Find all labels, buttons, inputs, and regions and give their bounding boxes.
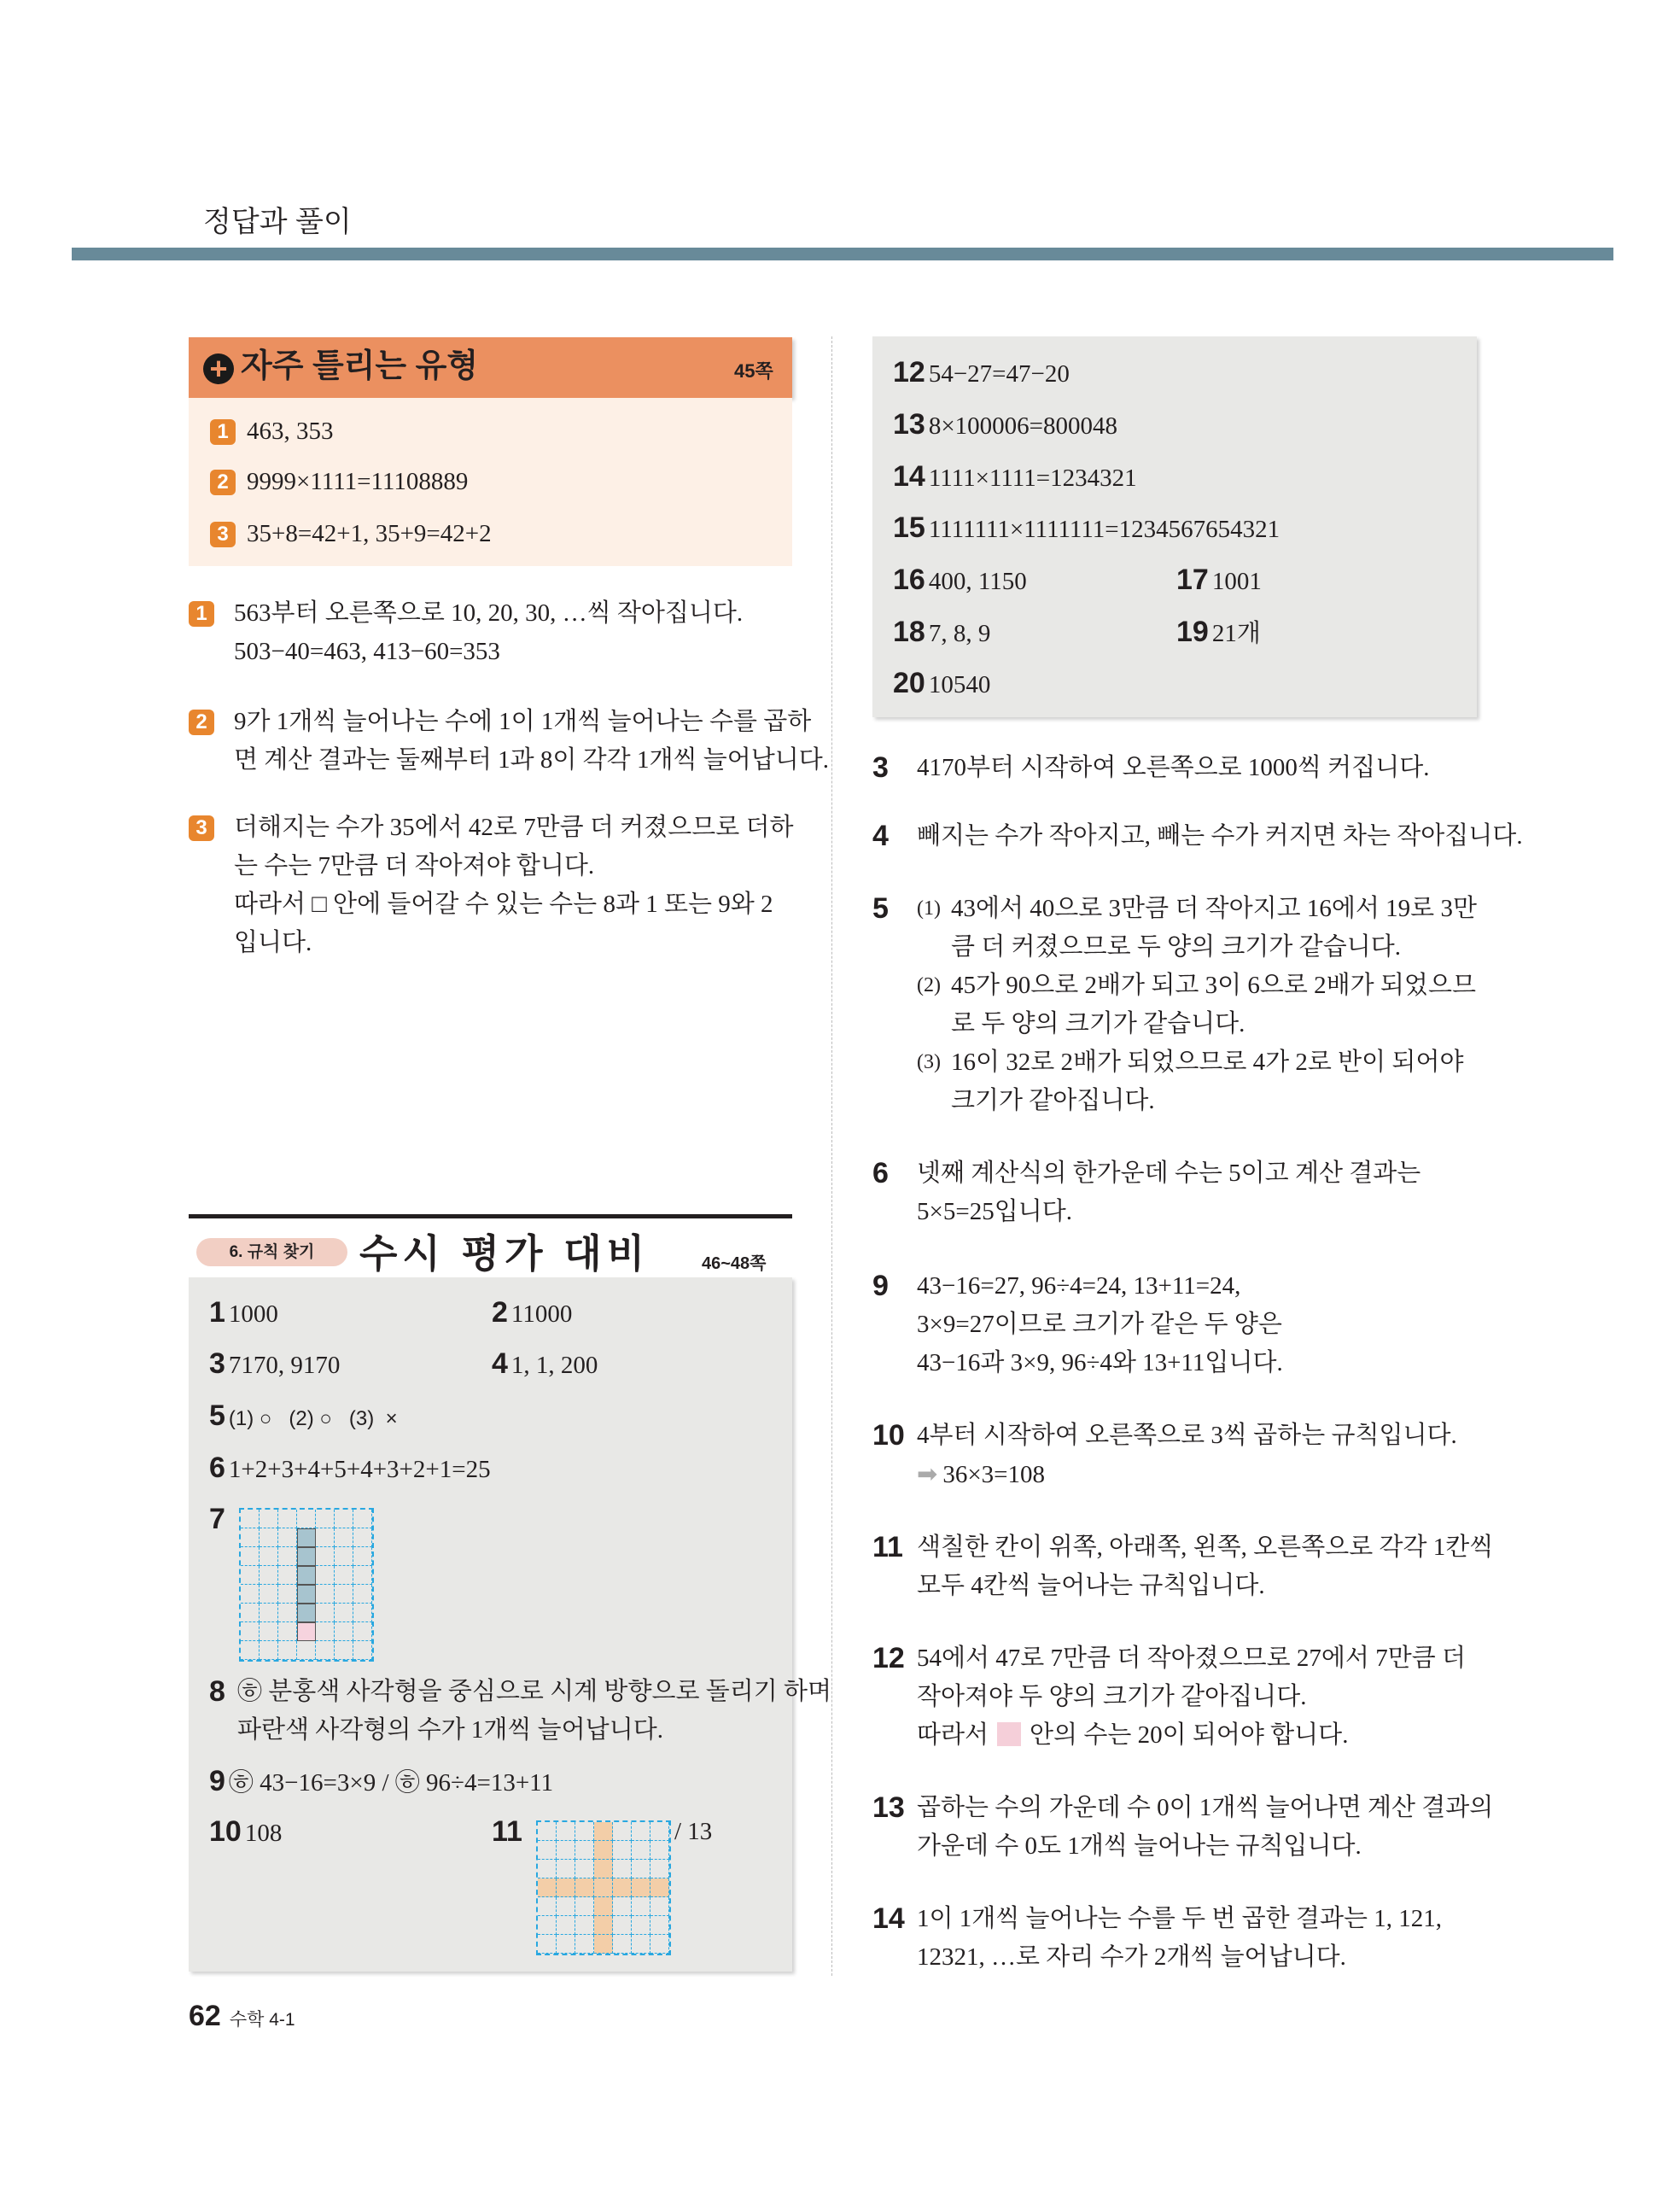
grid-cell	[260, 1641, 278, 1660]
grid-cell	[538, 1897, 557, 1916]
grid-cell	[297, 1566, 316, 1585]
grid-cell	[538, 1935, 557, 1954]
grid-cell	[594, 1878, 613, 1897]
solution-3: 4170부터 시작하여 오른쪽으로 1000씩 커집니다.	[917, 754, 1430, 781]
grid-cell	[260, 1510, 278, 1528]
mistake-answer: 9999×1111=11108889	[247, 468, 469, 495]
answer-7-number: 7	[209, 1503, 225, 1535]
column-divider	[831, 336, 832, 1976]
solution-13: 곱하는 수의 가운데 수 0이 1개씩 늘어나면 계산 결과의 가운데 수 0도 1개씩 늘어나는 규칙입니다.	[917, 1794, 1494, 1860]
solution-number: 4	[872, 820, 889, 852]
grid-cell	[353, 1622, 372, 1641]
answer-16: 16 400, 1150	[893, 564, 1027, 596]
grid-cell	[613, 1822, 632, 1841]
answer-13: 13 8×100006=800048	[893, 408, 1118, 441]
grid-cell	[557, 1935, 575, 1954]
solution-6: 넷째 계산식의 한가운데 수는 5이고 계산 결과는 5×5=25입니다.	[917, 1160, 1421, 1225]
grid-cell	[613, 1916, 632, 1935]
grid-cell	[538, 1878, 557, 1897]
number-badge: 3	[189, 815, 214, 841]
grid-cell	[353, 1641, 372, 1660]
grid-cell	[650, 1860, 669, 1878]
grid-cell	[353, 1547, 372, 1566]
answer-11-number: 11	[492, 1815, 522, 1848]
grid-cell	[335, 1566, 353, 1585]
grid-cell	[316, 1566, 335, 1585]
explanation-line: 입니다.	[234, 929, 312, 956]
number-badge: 2	[210, 470, 236, 495]
grid-cell	[538, 1860, 557, 1878]
grid-cell	[594, 1916, 613, 1935]
grid-cell	[575, 1935, 594, 1954]
grid-cell	[316, 1622, 335, 1641]
grid-cell	[557, 1916, 575, 1935]
grid-cell	[316, 1528, 335, 1547]
mistake-explanation	[234, 703, 829, 780]
answer-7-grid	[239, 1508, 374, 1662]
number-badge: 1	[189, 601, 214, 627]
subject: 수학 4-1	[229, 2010, 295, 2030]
grid-cell	[297, 1622, 316, 1641]
page-number: 62	[189, 2000, 221, 2032]
solution-5	[917, 890, 1477, 1120]
grid-cell	[575, 1841, 594, 1860]
plus-circle-icon: +	[203, 353, 234, 384]
grid-cell	[575, 1878, 594, 1897]
grid-cell	[278, 1641, 297, 1660]
solution-number: 10	[872, 1419, 905, 1452]
grid-cell	[353, 1566, 372, 1585]
number-badge: 3	[210, 522, 236, 547]
solution-11: 색칠한 칸이 위쪽, 아래쪽, 왼쪽, 오른쪽으로 각각 1칸씩 모두 4칸씩 늘어나는 규칙입니다.	[917, 1534, 1494, 1599]
answer-2: 2 11000	[492, 1296, 573, 1329]
grid-cell	[353, 1585, 372, 1604]
grid-cell	[594, 1860, 613, 1878]
grid-cell	[538, 1916, 557, 1935]
solution-number: 6	[872, 1157, 889, 1189]
answer-14: 14 1111×1111=1234321	[893, 460, 1137, 493]
explanation-line: 는 수는 7만큼 더 작아져야 합니다.	[234, 852, 595, 879]
grid-cell	[241, 1622, 260, 1641]
answer-11-grid	[536, 1820, 671, 1955]
grid-cell	[260, 1566, 278, 1585]
footer	[189, 2000, 295, 2033]
grid-cell	[632, 1841, 650, 1860]
grid-cell	[335, 1547, 353, 1566]
grid-cell	[557, 1822, 575, 1841]
grid-cell	[353, 1528, 372, 1547]
header-title: 정답과 풀이	[203, 206, 352, 238]
solution-number: 9	[872, 1270, 889, 1302]
header-bar	[72, 248, 1613, 260]
solution-14: 1이 1개씩 늘어나는 수를 두 번 곱한 결과는 1, 121, 12321, …로 자리 수가 2개씩 늘어납니다.	[917, 1905, 1442, 1971]
grid-cell	[632, 1935, 650, 1954]
grid-cell	[260, 1604, 278, 1622]
explanation-line: 면 계산 결과는 둘째부터 1과 8이 각각 1개씩 늘어납니다.	[234, 746, 830, 774]
solution-number: 11	[872, 1531, 903, 1563]
grid-cell	[650, 1897, 669, 1916]
grid-cell	[260, 1622, 278, 1641]
answer-10: 10 108	[209, 1815, 283, 1848]
grid-cell	[613, 1897, 632, 1916]
grid-cell	[260, 1528, 278, 1547]
grid-cell	[278, 1604, 297, 1622]
grid-cell	[260, 1585, 278, 1604]
pink-box-icon	[997, 1722, 1021, 1746]
solution-9: 43−16=27, 96÷4=24, 13+11=24, 3×9=27이므로 크기가 같은 두 양은 43−16과 3×9, 96÷4와 13+11입니다.	[917, 1272, 1283, 1376]
test-title: 수시 평가 대비	[359, 1231, 650, 1276]
grid-cell	[297, 1604, 316, 1622]
answer-17: 17 1001	[1176, 564, 1262, 596]
grid-cell	[278, 1585, 297, 1604]
grid-cell	[335, 1604, 353, 1622]
grid-cell	[594, 1897, 613, 1916]
grid-cell	[650, 1935, 669, 1954]
grid-cell	[594, 1822, 613, 1841]
mistakes-page: 45쪽	[734, 360, 773, 382]
grid-cell	[316, 1547, 335, 1566]
solution-number: 13	[872, 1791, 905, 1824]
grid-cell	[297, 1547, 316, 1566]
answer-4: 4 1, 1, 200	[492, 1347, 598, 1380]
solution-number: 14	[872, 1902, 905, 1935]
solution-12: 54에서 47로 7만큼 더 작아졌으므로 27에서 7만큼 더 작아져야 두 양의 크기가 같아집니다. 따라서 안의 수는 20이 되어야 합니다.	[917, 1645, 1466, 1749]
grid-cell	[557, 1878, 575, 1897]
answer-5: 5 (1) ○ (2) ○ (3) ×	[209, 1399, 398, 1432]
grid-cell	[575, 1822, 594, 1841]
grid-cell	[278, 1528, 297, 1547]
mistake-answer: 463, 353	[247, 418, 334, 445]
grid-cell	[632, 1878, 650, 1897]
grid-cell	[632, 1916, 650, 1935]
mistake-explanation	[234, 809, 794, 962]
sub-solution: (2) 45가 90으로 2배가 되고 3이 6으로 2배가 되었으므 로 두 양의 크기가 같습니다.	[917, 972, 1476, 1037]
grid-cell	[316, 1641, 335, 1660]
sub-solution: (3) 16이 32로 2배가 되었으므로 4가 2로 반이 되어야 크기가 같아집니다.	[917, 1049, 1464, 1114]
grid-cell	[297, 1510, 316, 1528]
grid-cell	[538, 1841, 557, 1860]
grid-cell	[557, 1897, 575, 1916]
grid-cell	[632, 1860, 650, 1878]
grid-cell	[575, 1916, 594, 1935]
grid-cell	[241, 1528, 260, 1547]
grid-cell	[650, 1916, 669, 1935]
grid-cell	[538, 1822, 557, 1841]
grid-cell	[335, 1585, 353, 1604]
grid-cell	[241, 1585, 260, 1604]
number-badge: 1	[210, 419, 236, 445]
answer-11-value: / 13	[674, 1818, 713, 1845]
grid-cell	[335, 1641, 353, 1660]
grid-cell	[278, 1566, 297, 1585]
grid-cell	[241, 1510, 260, 1528]
test-top-rule	[189, 1214, 792, 1218]
grid-cell	[241, 1604, 260, 1622]
answer-18: 18 7, 8, 9	[893, 616, 991, 648]
number-badge: 2	[189, 710, 214, 735]
grid-cell	[613, 1878, 632, 1897]
grid-cell	[575, 1860, 594, 1878]
grid-cell	[353, 1604, 372, 1622]
arrow-right-icon: ➡	[917, 1459, 938, 1488]
grid-cell	[241, 1547, 260, 1566]
grid-cell	[278, 1510, 297, 1528]
grid-cell	[335, 1510, 353, 1528]
grid-cell	[613, 1841, 632, 1860]
mistake-explanation	[234, 594, 743, 671]
grid-cell	[278, 1622, 297, 1641]
answer-20: 20 10540	[893, 667, 991, 699]
answer-19: 19 21개	[1176, 616, 1261, 648]
explanation-line: 563부터 오른쪽으로 10, 20, 30, …씩 작아집니다.	[234, 599, 744, 627]
grid-cell	[297, 1585, 316, 1604]
grid-cell	[557, 1860, 575, 1878]
grid-cell	[650, 1878, 669, 1897]
grid-cell	[316, 1585, 335, 1604]
explanation-line: 503−40=463, 413−60=353	[234, 638, 500, 665]
grid-cell	[316, 1604, 335, 1622]
chapter-pill: 6. 규칙 찾기	[196, 1238, 347, 1266]
grid-cell	[575, 1897, 594, 1916]
explanation-line: 따라서 □ 안에 들어갈 수 있는 수는 8과 1 또는 9와 2	[234, 891, 773, 918]
sub-solution: (1) 43에서 40으로 3만큼 더 작아지고 16에서 19로 3만 큼 더 커졌으므로 두 양의 크기가 같습니다.	[917, 895, 1477, 961]
explanation-line: 더해지는 수가 35에서 42로 7만큼 더 커졌으므로 더하	[234, 814, 794, 841]
mistakes-title: 자주 틀리는 유형	[241, 348, 479, 384]
grid-cell	[632, 1897, 650, 1916]
solution-number: 12	[872, 1642, 905, 1674]
test-pages: 46~48쪽	[702, 1254, 767, 1273]
grid-cell	[241, 1641, 260, 1660]
answer-15: 15 1111111×1111111=1234567654321	[893, 511, 1280, 544]
grid-cell	[594, 1841, 613, 1860]
answer-12: 12 54−27=47−20	[893, 356, 1070, 389]
grid-cell	[335, 1528, 353, 1547]
grid-cell	[594, 1935, 613, 1954]
solution-10: 4부터 시작하여 오른쪽으로 3씩 곱하는 규칙입니다. ➡ 36×3=108	[917, 1422, 1457, 1488]
grid-cell	[335, 1622, 353, 1641]
answer-8: 8 ㉭ 분홍색 사각형을 중심으로 시계 방향으로 돌리기 하며 파란색 사각형의 수가 1개씩 늘어납니다.	[209, 1675, 832, 1744]
answer-1: 1 1000	[209, 1296, 278, 1329]
grid-cell	[297, 1528, 316, 1547]
answer-9: 9 ㉭ 43−16=3×9 / ㉭ 96÷4=13+11	[209, 1765, 554, 1797]
grid-cell	[260, 1547, 278, 1566]
mistake-answer: 35+8=42+1, 35+9=42+2	[247, 520, 492, 547]
solution-number: 5	[872, 892, 889, 925]
grid-cell	[613, 1860, 632, 1878]
grid-cell	[241, 1566, 260, 1585]
grid-cell	[632, 1822, 650, 1841]
grid-cell	[353, 1510, 372, 1528]
answer-6: 6 1+2+3+4+5+4+3+2+1=25	[209, 1452, 491, 1484]
solution-number: 3	[872, 751, 889, 784]
grid-cell	[650, 1822, 669, 1841]
explanation-line: 9가 1개씩 늘어나는 수에 1이 1개씩 늘어나는 수를 곱하	[234, 708, 812, 735]
solution-4: 빼지는 수가 작아지고, 빼는 수가 커지면 차는 작아집니다.	[917, 822, 1523, 850]
grid-cell	[650, 1841, 669, 1860]
grid-cell	[613, 1935, 632, 1954]
grid-cell	[297, 1641, 316, 1660]
grid-cell	[557, 1841, 575, 1860]
grid-cell	[316, 1510, 335, 1528]
answer-3: 3 7170, 9170	[209, 1347, 341, 1380]
grid-cell	[278, 1547, 297, 1566]
